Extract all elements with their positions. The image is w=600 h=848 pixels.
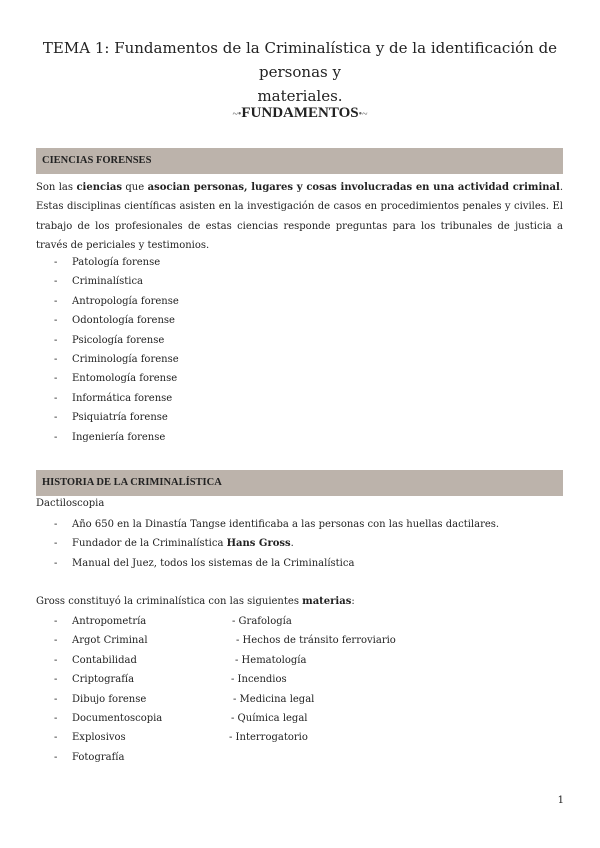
- para-text: que: [121, 182, 148, 193]
- materia-right: - Incendios: [231, 674, 287, 686]
- materia-left: Fotografía: [72, 751, 125, 763]
- intro-bold: materias: [302, 596, 352, 607]
- dash-bullet: -: [54, 751, 58, 763]
- list-item: [36, 612, 563, 631]
- item-text: Fundador de la Criminalística: [72, 538, 227, 550]
- materia-right: - Medicina legal: [233, 693, 315, 705]
- list-item: [36, 728, 563, 747]
- list-item-label: Antropología forense: [72, 295, 179, 307]
- ornament-right-icon: •~: [358, 109, 368, 120]
- list-item-label: Ingeniería forense: [72, 431, 166, 443]
- materias-list: [36, 612, 563, 767]
- materia-left: Argot Criminal: [72, 635, 148, 647]
- dash-bullet: -: [54, 392, 58, 404]
- list-item-label: Año 650 en la Dinastía Tangse identificaba a las personas con las huellas dactilares.: [72, 519, 500, 530]
- dash-bullet: -: [54, 635, 58, 647]
- list-item: [36, 748, 563, 767]
- list-item: [36, 554, 563, 573]
- dash-bullet: -: [54, 276, 58, 288]
- dash-bullet: -: [54, 315, 58, 327]
- dash-bullet: -: [54, 674, 58, 686]
- list-item: [36, 534, 563, 553]
- list-item: [36, 631, 563, 650]
- list-item: [36, 350, 563, 369]
- ciencias-paragraph: [36, 178, 563, 255]
- para-text: . Estas disciplinas científicas asisten en la investigación de casos en procedimientos penales y civiles. El trabajo de los profesionales de estas ciencias responde preguntas para los tribunales de justicia a través de periciales y testimonios.: [36, 182, 563, 251]
- list-item: [36, 389, 563, 408]
- page-title-line-1: TEMA 1: Fundamentos de la Criminalística y de la identificación de personas y: [42, 39, 558, 81]
- list-item: [36, 515, 563, 534]
- ornament-left-icon: ~•: [232, 109, 242, 120]
- list-item-label: Criminalística: [72, 276, 144, 288]
- para-text: Son las: [36, 182, 77, 193]
- list-item-label: Psicología forense: [72, 334, 165, 346]
- historia-subheading: Dactiloscopia: [36, 498, 105, 509]
- list-item: [36, 428, 563, 447]
- materia-left: Antropometría: [72, 616, 147, 627]
- list-item: [36, 690, 563, 709]
- list-item: [36, 408, 563, 427]
- materia-left: Explosivos: [72, 732, 126, 744]
- list-item-label: Entomología forense: [72, 373, 178, 385]
- list-item: [36, 709, 563, 728]
- list-item-label: Criminología forense: [72, 353, 179, 365]
- item-text: .: [290, 538, 294, 550]
- page-title-line-2: materiales.: [257, 87, 343, 105]
- dash-bullet: -: [54, 353, 58, 365]
- dash-bullet: -: [54, 693, 58, 705]
- dash-bullet: -: [54, 373, 58, 385]
- list-item: [36, 253, 563, 272]
- materia-right: - Interrogatorio: [229, 732, 308, 744]
- dash-bullet: -: [54, 557, 58, 569]
- dash-bullet: -: [54, 334, 58, 346]
- materia-left: Criptografía: [72, 674, 135, 686]
- list-item: [36, 369, 563, 388]
- list-item-label: Patología forense: [72, 257, 161, 268]
- dash-bullet: -: [54, 431, 58, 443]
- materia-right: - Hematología: [235, 654, 307, 666]
- intro-text: :: [351, 596, 355, 607]
- list-item: [36, 272, 563, 291]
- historia-list: [36, 515, 563, 573]
- dash-bullet: -: [54, 712, 58, 724]
- list-item: [36, 292, 563, 311]
- intro-text: Gross constituyó la criminalística con las siguientes: [36, 596, 303, 607]
- materia-right: - Hechos de tránsito ferroviario: [236, 635, 396, 647]
- para-bold: ciencias: [76, 182, 122, 193]
- ciencias-heading: CIENCIAS FORENSES: [36, 148, 563, 174]
- list-item: [36, 651, 563, 670]
- list-item-label: Psiquiatría forense: [72, 412, 168, 424]
- dash-bullet: -: [54, 538, 58, 550]
- list-item-label: Manual del Juez, todos los sistemas de la Criminalística: [72, 557, 355, 569]
- list-item: [36, 670, 563, 689]
- ciencias-list: [36, 253, 563, 447]
- list-item-label: Odontología forense: [72, 315, 175, 327]
- dash-bullet: -: [54, 257, 58, 268]
- section-title: [0, 105, 600, 122]
- materia-right: - Química legal: [231, 712, 308, 724]
- historia-heading: HISTORIA DE LA CRIMINALÍSTICA: [36, 470, 563, 496]
- materia-left: Dibujo forense: [72, 693, 147, 705]
- page-title: [40, 36, 560, 108]
- list-item: [36, 311, 563, 330]
- item-bold: Hans Gross: [226, 538, 291, 550]
- materias-intro: [36, 596, 355, 607]
- list-item-label: Informática forense: [72, 392, 173, 404]
- page-number: 1: [557, 795, 564, 806]
- dash-bullet: -: [54, 295, 58, 307]
- dash-bullet: -: [54, 654, 58, 666]
- materia-left: Documentoscopia: [72, 712, 163, 724]
- section-title-text: FUNDAMENTOS: [241, 105, 359, 121]
- para-bold: asocian personas, lugares y cosas involucradas en una actividad criminal: [147, 182, 560, 193]
- materia-right: - Grafología: [232, 616, 292, 627]
- dash-bullet: -: [54, 616, 58, 627]
- materia-left: Contabilidad: [72, 654, 137, 666]
- list-item: [36, 331, 563, 350]
- list-item-label: [72, 534, 294, 553]
- dash-bullet: -: [54, 519, 58, 530]
- dash-bullet: -: [54, 412, 58, 424]
- dash-bullet: -: [54, 732, 58, 744]
